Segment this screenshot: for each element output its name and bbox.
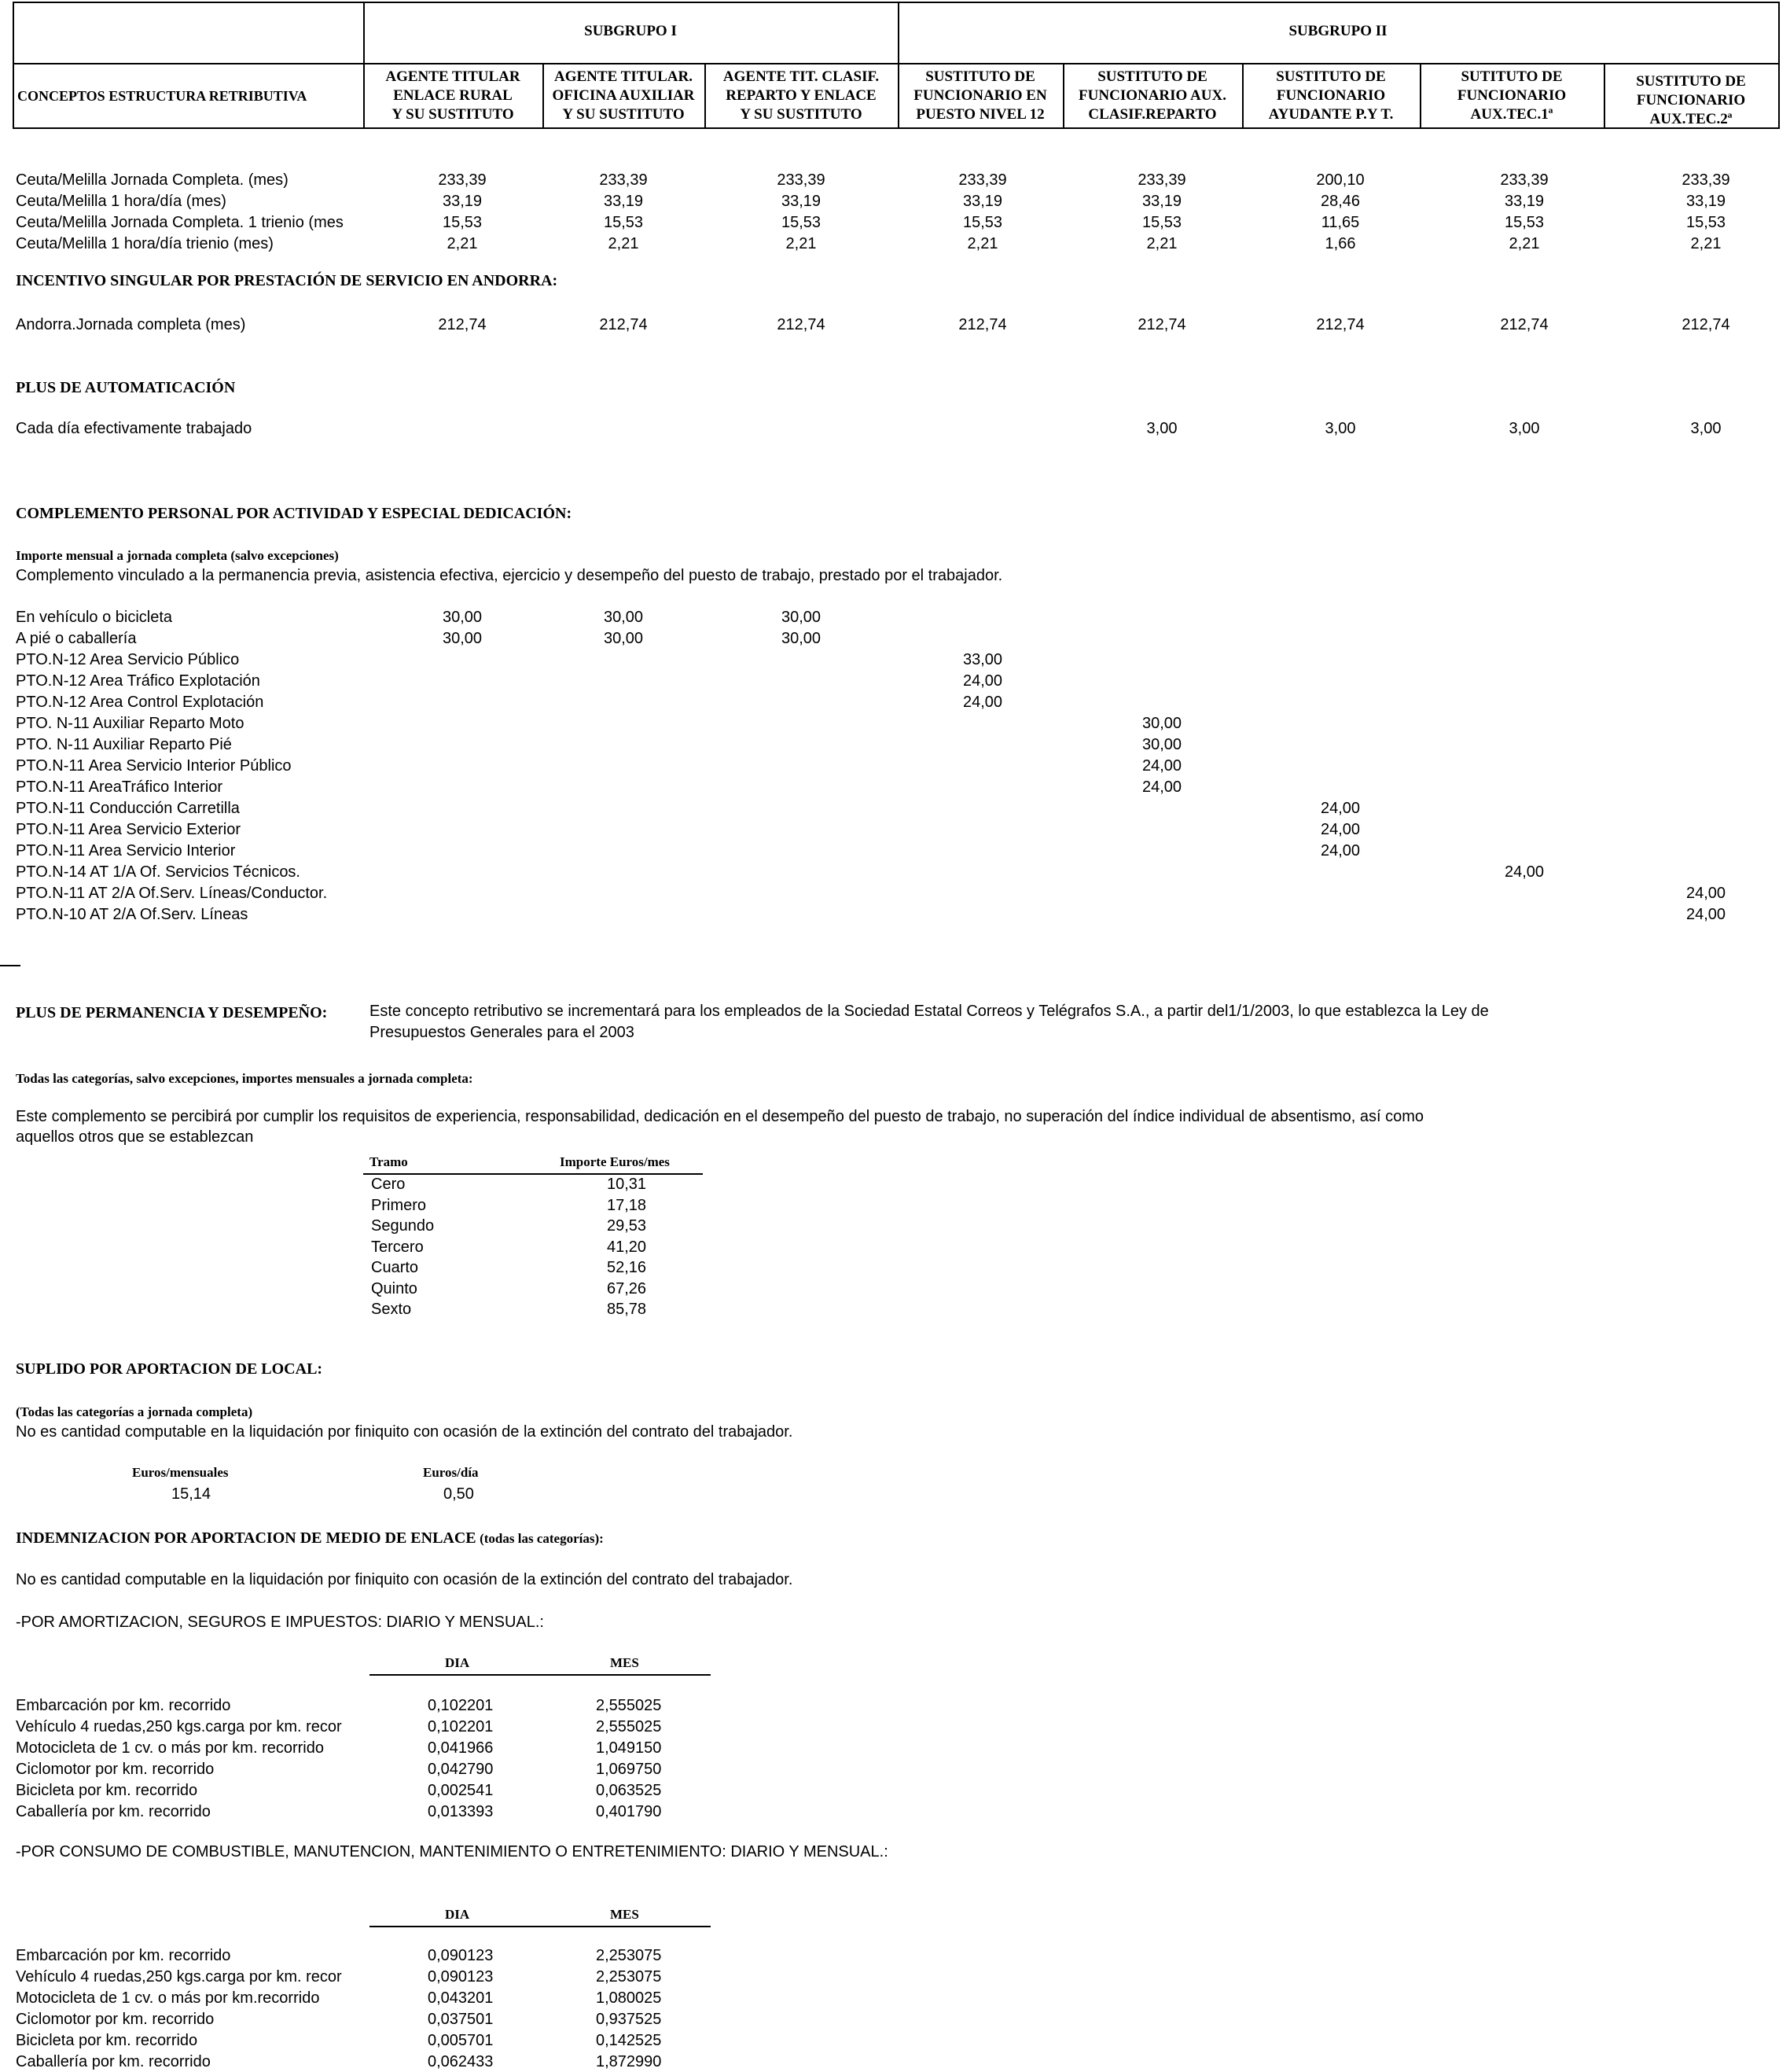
complemento-row: [0, 757, 1790, 778]
suplido-value-dia: 0,50: [443, 1485, 474, 1503]
row-value: 30,00: [1141, 715, 1182, 732]
indem-mes: 0,401790: [596, 1803, 662, 1820]
row-value: 15,53: [1504, 214, 1545, 231]
row-label: PTO.N-11 Area Servicio Interior: [16, 842, 236, 859]
row-value: 3,00: [1509, 420, 1540, 437]
tramo-header: Tramo: [369, 1154, 408, 1169]
row-value: 3,00: [1325, 420, 1356, 437]
row-value: 30,00: [603, 630, 644, 647]
indem-dia: 0,041966: [428, 1739, 494, 1757]
complemento-row: [0, 736, 1790, 757]
row-value: 3,00: [1146, 420, 1178, 437]
concepts-header: CONCEPTOS ESTRUCTURA RETRIBUTIVA: [17, 88, 307, 104]
row-value: 33,19: [962, 193, 1003, 210]
indem-dia: 0,002541: [428, 1782, 494, 1799]
complemento-row: [0, 800, 1790, 821]
row-value: 2,21: [1509, 235, 1540, 252]
col-header-3: AGENTE TIT. CLASIF. REPARTO Y ENLACE Y SU SUSTITUTO: [722, 68, 880, 123]
indemnizacion-description: No es cantidad computable en la liquidación por finiquito con ocasión de la extinción del contrato del trabajador.: [16, 1571, 793, 1588]
indem-mes: 1,069750: [596, 1761, 662, 1778]
row-label: PTO.N-11 Area Servicio Exterior: [16, 821, 241, 838]
indem-dia: 0,062433: [428, 2053, 494, 2070]
row-value: 33,19: [781, 193, 821, 210]
amortizacion-title: -POR AMORTIZACION, SEGUROS E IMPUESTOS: DIARIO Y MENSUAL.:: [16, 1614, 544, 1631]
amort-col-mes: MES: [610, 1655, 639, 1670]
complemento-row: [0, 778, 1790, 800]
row-value: 2,21: [447, 235, 478, 252]
row-value: 24,00: [1141, 757, 1182, 775]
row-value: 15,53: [1685, 214, 1726, 231]
row-value: 33,19: [1141, 193, 1182, 210]
row-value: 33,19: [442, 193, 483, 210]
suplido-col-mensual: Euros/mensuales: [132, 1465, 229, 1480]
divider-dash: [0, 965, 20, 966]
complemento-row: [0, 694, 1790, 715]
indem-mes: 1,080025: [596, 1989, 662, 2007]
indem-dia: 0,042790: [428, 1761, 494, 1778]
tramo-value: 52,16: [607, 1259, 647, 1276]
row-value: 233,39: [958, 171, 1007, 189]
row-value: 30,00: [442, 609, 483, 626]
indem-mes: 2,555025: [596, 1697, 662, 1714]
row-value: 2,21: [1690, 235, 1722, 252]
indem-label: Motocicleta de 1 cv. o más por km. recorrido: [16, 1739, 324, 1757]
complemento-row: [0, 715, 1790, 736]
ceuta-row: [0, 214, 1790, 235]
tramo-name: Cero: [371, 1176, 406, 1193]
amort-underline: [369, 1674, 711, 1676]
permanencia-text-2: Presupuestos Generales para el 2003: [369, 1024, 634, 1041]
row-value: 233,39: [1682, 171, 1730, 189]
indem-label: Bicicleta por km. recorrido: [16, 1782, 198, 1799]
tramo-value: 67,26: [607, 1279, 647, 1297]
row-value: 33,19: [603, 193, 644, 210]
complemento-row: [0, 885, 1790, 906]
row-label: PTO. N-11 Auxiliar Reparto Pié: [16, 736, 232, 753]
row-label: PTO.N-14 AT 1/A Of. Servicios Técnicos.: [16, 863, 300, 881]
indem-label: Embarcación por km. recorrido: [16, 1947, 231, 1964]
permanencia-title: PLUS DE PERMANENCIA Y DESEMPEÑO:: [16, 1004, 328, 1021]
ceuta-row: [0, 193, 1790, 214]
row-value: 15,53: [1141, 214, 1182, 231]
indem-mes: 2,253075: [596, 1968, 662, 1986]
indem-label: Caballería por km. recorrido: [16, 1803, 211, 1820]
complemento-row: [0, 821, 1790, 842]
row-value: 2,21: [967, 235, 998, 252]
indem-mes: 0,937525: [596, 2011, 662, 2028]
indemnizacion-title-suffix: (todas las categorías):: [480, 1531, 604, 1546]
complemento-row: [0, 906, 1790, 927]
permanencia-subtitle: Todas las categorías, salvo excepciones, importes mensuales a jornada completa:: [16, 1071, 473, 1086]
row-value: 24,00: [1685, 885, 1726, 902]
tramo-value: 85,78: [607, 1301, 647, 1318]
indem-mes: 2,555025: [596, 1718, 662, 1735]
suplido-subtitle: (Todas las categorías a jornada completa): [16, 1404, 253, 1419]
indem-mes: 0,142525: [596, 2032, 662, 2049]
tramo-name: Primero: [371, 1196, 427, 1214]
importe-header: Importe Euros/mes: [560, 1154, 670, 1169]
row-label: Ceuta/Melilla Jornada Completa. (mes): [16, 171, 289, 189]
row-value: 24,00: [1320, 842, 1361, 859]
ceuta-row: [0, 235, 1790, 256]
row-value: 233,39: [1138, 171, 1186, 189]
row-value: 28,46: [1320, 193, 1361, 210]
row-value: 233,39: [1500, 171, 1549, 189]
row-value: 33,19: [1504, 193, 1545, 210]
row-label: PTO.N-12 Area Tráfico Explotación: [16, 672, 260, 690]
row-label: Ceuta/Melilla 1 hora/día (mes): [16, 193, 226, 210]
col-header-2: AGENTE TITULAR. OFICINA AUXILIAR Y SU SUSTITUTO: [552, 68, 695, 123]
subgroup-1-header: SUBGRUPO I: [584, 23, 677, 39]
row-value: 212,74: [1500, 316, 1549, 333]
row-value: 30,00: [442, 630, 483, 647]
indemnizacion-title-line: [16, 1529, 604, 1548]
indem-label: Vehículo 4 ruedas,250 kgs.carga por km. recor: [16, 1968, 342, 1986]
row-value: 212,74: [438, 316, 487, 333]
row-label: Andorra.Jornada completa (mes): [16, 316, 246, 333]
row-value: 15,53: [603, 214, 644, 231]
col-header-1: AGENTE TITULAR ENLACE RURAL Y SU SUSTITUTO: [385, 68, 520, 123]
row-value: 30,00: [781, 630, 821, 647]
suplido-col-dia: Euros/día: [423, 1465, 479, 1480]
row-value: 1,66: [1325, 235, 1356, 252]
consumo-col-mes: MES: [610, 1907, 639, 1922]
col-header-4: SUSTITUTO DE FUNCIONARIO EN PUESTO NIVEL 12: [913, 68, 1047, 123]
row-label: Ceuta/Melilla 1 hora/día trienio (mes): [16, 235, 274, 252]
indem-dia: 0,090123: [428, 1968, 494, 1986]
indem-mes: 0,063525: [596, 1782, 662, 1799]
indem-label: Embarcación por km. recorrido: [16, 1697, 231, 1714]
complemento-row: [0, 863, 1790, 885]
indem-dia: 0,102201: [428, 1718, 494, 1735]
row-label: PTO.N-10 AT 2/A Of.Serv. Líneas: [16, 906, 248, 923]
row-value: 15,53: [962, 214, 1003, 231]
row-value: 30,00: [781, 609, 821, 626]
row-value: 24,00: [962, 694, 1003, 711]
suplido-description: No es cantidad computable en la liquidación por finiquito con ocasión de la extinción del contrato del trabajador.: [16, 1423, 793, 1441]
tramo-name: Sexto: [371, 1301, 412, 1318]
row-value: 24,00: [1504, 863, 1545, 881]
indem-label: Bicicleta por km. recorrido: [16, 2032, 198, 2049]
row-value: 212,74: [599, 316, 648, 333]
row-value: 11,65: [1321, 214, 1360, 231]
indem-mes: 1,049150: [596, 1739, 662, 1757]
indem-dia: 0,013393: [428, 1803, 494, 1820]
col-header-7: SUTITUTO DE FUNCIONARIO AUX.TEC.1ª: [1457, 68, 1567, 123]
col-header-6: SUSTITUTO DE FUNCIONARIO AYUDANTE P.Y T.: [1268, 68, 1394, 123]
row-label: A pié o caballería: [16, 630, 137, 647]
row-label: En vehículo o bicicleta: [16, 609, 173, 626]
row-value: 24,00: [962, 672, 1003, 690]
row-label: PTO.N-11 Conducción Carretilla: [16, 800, 240, 817]
col-header-8: SUSTITUTO DE FUNCIONARIO AUX.TEC.2ª: [1636, 73, 1746, 127]
indem-mes: 1,872990: [596, 2053, 662, 2070]
amort-col-dia: DIA: [445, 1655, 470, 1670]
tramo-name: Cuarto: [371, 1259, 419, 1276]
suplido-value-mensual: 15,14: [171, 1485, 211, 1503]
row-value: 212,74: [1682, 316, 1730, 333]
row-label: Ceuta/Melilla Jornada Completa. 1 trienio (mes: [16, 214, 344, 231]
row-label: PTO.N-11 Area Servicio Interior Público: [16, 757, 292, 775]
row-label: PTO.N-12 Area Control Explotación: [16, 694, 264, 711]
permanencia-desc-1: Este complemento se percibirá por cumplir los requisitos de experiencia, responsabilidad, dedicación en el desempeño del puesto de trabajo, no superación del índice individual de absentismo, así como: [16, 1108, 1424, 1125]
row-value: 24,00: [1320, 821, 1361, 838]
tramo-value: 17,18: [607, 1196, 647, 1214]
indem-dia: 0,037501: [428, 2011, 494, 2028]
row-label: PTO. N-11 Auxiliar Reparto Moto: [16, 715, 244, 732]
complemento-subtitle: Importe mensual a jornada completa (salvo excepciones): [16, 548, 339, 563]
complemento-title: COMPLEMENTO PERSONAL POR ACTIVIDAD Y ESPECIAL DEDICACIÓN:: [16, 505, 572, 522]
row-value: 233,39: [777, 171, 825, 189]
row-label: PTO.N-12 Area Servicio Público: [16, 651, 240, 668]
complemento-description: Complemento vinculado a la permanencia previa, asistencia efectiva, ejercicio y desempeño del puesto de trabajo, prestado por el trabajador.: [16, 567, 1003, 584]
row-value: 2,21: [785, 235, 817, 252]
indem-dia: 0,043201: [428, 1989, 494, 2007]
automatizacion-row: [0, 420, 1790, 441]
row-value: 212,74: [958, 316, 1007, 333]
subgroup-2-header: SUBGRUPO II: [1288, 23, 1388, 39]
indem-label: Ciclomotor por km. recorrido: [16, 1761, 215, 1778]
tramo-name: Tercero: [371, 1238, 424, 1256]
indem-label: Vehículo 4 ruedas,250 kgs.carga por km. recor: [16, 1718, 342, 1735]
row-value: 212,74: [1138, 316, 1186, 333]
row-label: PTO.N-11 AreaTráfico Interior: [16, 778, 223, 796]
row-value: 212,74: [777, 316, 825, 333]
indem-mes: 2,253075: [596, 1947, 662, 1964]
complemento-row: [0, 672, 1790, 694]
indemnizacion-title: INDEMNIZACION POR APORTACION DE MEDIO DE ENLACE: [16, 1529, 476, 1547]
complemento-row: [0, 842, 1790, 863]
row-value: 233,39: [599, 171, 648, 189]
row-value: 3,00: [1690, 420, 1722, 437]
automatizacion-title: PLUS DE AUTOMATICACIÓN: [16, 379, 236, 396]
permanencia-desc-2: aquellos otros que se establezcan: [16, 1128, 254, 1146]
row-label: Cada día efectivamente trabajado: [16, 420, 252, 437]
consumo-title: -POR CONSUMO DE COMBUSTIBLE, MANUTENCION, MANTENIMIENTO O ENTRETENIMIENTO: DIARIO Y MENSUAL.:: [16, 1843, 888, 1860]
row-label: PTO.N-11 AT 2/A Of.Serv. Líneas/Conductor.: [16, 885, 328, 902]
tramo-underline: [363, 1173, 703, 1175]
andorra-row: [0, 316, 1790, 337]
indem-dia: 0,102201: [428, 1697, 494, 1714]
indem-label: Caballería por km. recorrido: [16, 2053, 211, 2070]
indem-label: Motocicleta de 1 cv. o más por km.recorrido: [16, 1989, 320, 2007]
tramo-value: 29,53: [607, 1217, 647, 1235]
row-value: 2,21: [1146, 235, 1178, 252]
row-value: 24,00: [1320, 800, 1361, 817]
permanencia-text-1: Este concepto retributivo se incrementará para los empleados de la Sociedad Estatal Correos y Telégrafos S.A., a partir del1/1/2003, lo que establezca la Ley de: [369, 1003, 1489, 1020]
row-value: 33,19: [1685, 193, 1726, 210]
header-table: [13, 2, 1780, 129]
row-value: 24,00: [1685, 906, 1726, 923]
row-value: 33,00: [962, 651, 1003, 668]
indem-dia: 0,090123: [428, 1947, 494, 1964]
row-value: 15,53: [781, 214, 821, 231]
tramo-name: Segundo: [371, 1217, 435, 1235]
indem-dia: 0,005701: [428, 2032, 494, 2049]
row-value: 212,74: [1316, 316, 1365, 333]
row-value: 233,39: [438, 171, 487, 189]
consumo-col-dia: DIA: [445, 1907, 470, 1922]
row-value: 30,00: [1141, 736, 1182, 753]
complemento-row: [0, 651, 1790, 672]
complemento-row: [0, 609, 1790, 630]
tramo-name: Quinto: [371, 1279, 417, 1297]
andorra-title: INCENTIVO SINGULAR POR PRESTACIÓN DE SERVICIO EN ANDORRA:: [16, 272, 558, 289]
ceuta-row: [0, 171, 1790, 193]
row-value: 200,10: [1316, 171, 1365, 189]
tramo-value: 41,20: [607, 1238, 647, 1256]
complemento-row: [0, 630, 1790, 651]
tramo-value: 10,31: [607, 1176, 647, 1193]
col-header-5: SUSTITUTO DE FUNCIONARIO AUX. CLASIF.REPARTO: [1079, 68, 1226, 123]
indem-label: Ciclomotor por km. recorrido: [16, 2011, 215, 2028]
row-value: 30,00: [603, 609, 644, 626]
row-value: 24,00: [1141, 778, 1182, 796]
suplido-title: SUPLIDO POR APORTACION DE LOCAL:: [16, 1360, 323, 1378]
consumo-underline: [369, 1926, 711, 1927]
row-value: 15,53: [442, 214, 483, 231]
row-value: 2,21: [608, 235, 639, 252]
